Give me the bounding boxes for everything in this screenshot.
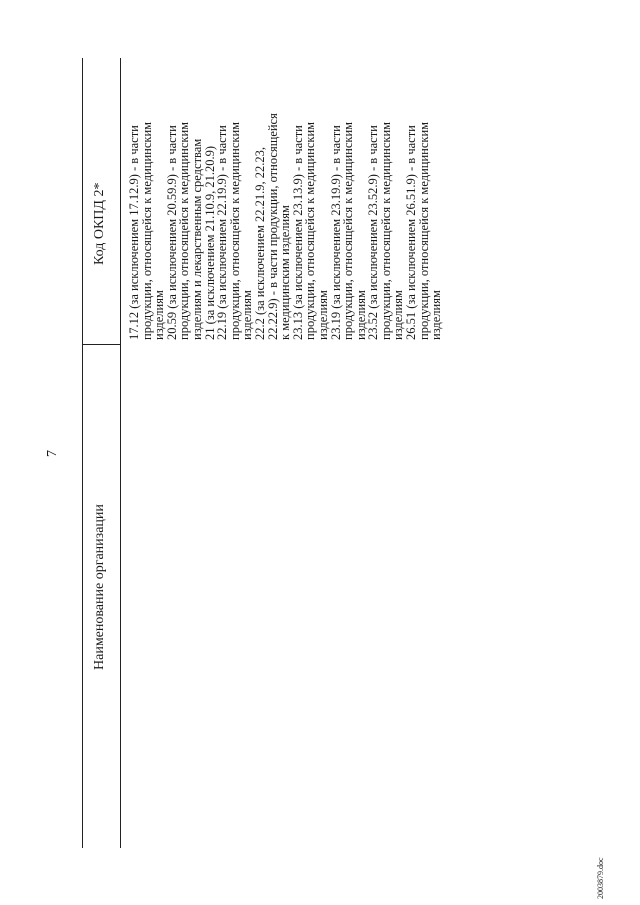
code-line: изделиям и лекарственным средствам [189, 138, 204, 340]
code-line: 20.59 (за исключением 20.59.9) - в части [164, 125, 179, 340]
code-line: изделиям [152, 290, 167, 340]
code-line: 22.22.9) - в части продукции, относящейся [265, 113, 280, 340]
table-top-border [82, 58, 83, 848]
code-line: 22.2 (за исключением 22.21.9, 22.23, [252, 147, 267, 340]
code-line: к медицинским изделиям [278, 205, 293, 340]
code-line: 17.12 (за исключением 17.12.9) - в части [127, 125, 141, 340]
header-bottom-border [120, 58, 121, 848]
code-line: 22.19 (за исключением 22.19.9) - в части [215, 125, 230, 340]
code-line: 23.13 (за исключением 23.13.9) - в части [290, 125, 305, 340]
code-line: изделиям [240, 290, 255, 340]
column-divider [82, 344, 120, 345]
code-line: продукции, относящейся к медицинским [416, 121, 431, 340]
page-number: 7 [45, 450, 60, 457]
code-line: 21 (за исключением 21.10.9, 21.20.9) [202, 145, 217, 340]
code-line: изделиям [353, 290, 368, 340]
code-line: 23.19 (за исключением 23.19.9) - в части [328, 125, 343, 340]
code-line: продукции, относящейся к медицинским [341, 121, 356, 340]
header-okpd2-code: Код ОКПД 2* [92, 182, 107, 265]
code-line: изделиям [391, 290, 406, 340]
code-line: 23.52 (за исключением 23.52.9) - в части [366, 125, 381, 340]
code-line: продукции, относящейся к медицинским [139, 121, 154, 340]
okpd2-codes-list [128, 55, 443, 340]
header-organization-name: Наименование организации [92, 504, 107, 670]
code-line: 26.51 (за исключением 26.51.9) - в части [404, 125, 419, 340]
code-line: продукции, относящейся к медицинским [378, 121, 393, 340]
document-filename: 2003879.doc [596, 857, 605, 899]
code-line: изделиям [315, 290, 330, 340]
code-line: изделиям [429, 290, 444, 340]
code-line: продукции, относящейся к медицинским [303, 121, 318, 340]
code-line: продукции, относящейся к медицинским [177, 121, 192, 340]
code-line: продукции, относящейся к медицинским [227, 121, 242, 340]
